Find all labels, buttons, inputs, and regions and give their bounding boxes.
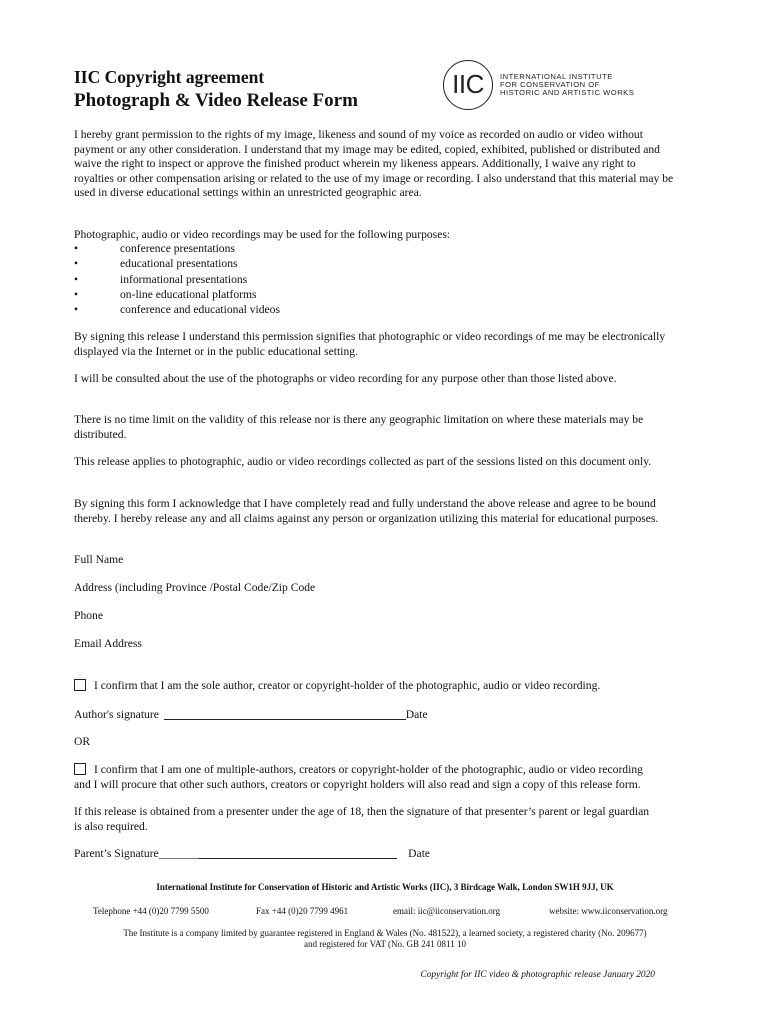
logo-name-line: FOR CONSERVATION OF [500, 80, 600, 90]
footer-org-line: International Institute for Conservation of Historic and Artistic Works (IIC), 3 Birdcage Walk, London SW1H 9JJ, UK [156, 882, 614, 892]
acknowledge-paragraph: By signing this form I acknowledge that I have completely read and fully understand the above release and agree to be bound thereby. I hereby release any and all claims against any person or organization utilizing this material for educational purposes. [74, 497, 659, 525]
footer-website-link[interactable]: website: www.iiconservation.org [549, 906, 668, 916]
bullet-icon: • [74, 272, 79, 286]
bullet-icon: • [74, 303, 79, 317]
author-signature-label: Author's signature [74, 708, 159, 721]
or-label: OR [74, 735, 91, 748]
parent-signature-line[interactable] [199, 846, 397, 859]
parent-signature-underscores: _______ [158, 847, 200, 860]
footer-legal-line-1: The Institute is a company limited by guarantee registered in England & Wales (No. 481522), a learned society, a registered charity (No. 209677) [123, 928, 647, 938]
sole-author-row [74, 678, 714, 693]
logo-name-line: INTERNATIONAL INSTITUTE [500, 72, 613, 81]
title-line-1: IIC Copyright agreement [74, 67, 265, 87]
logo-name-line: HISTORIC AND ARTISTIC WORKS [500, 88, 635, 98]
page-title [74, 66, 358, 114]
parent-date-label: Date [408, 847, 431, 860]
time-limit-paragraph: There is no time limit on the validity of this release nor is there any geographic limitation on where these materials may be distributed. [74, 413, 644, 441]
address-field[interactable]: Address (including Province /Postal Code/Zip Code [74, 581, 316, 594]
multiple-authors-row [74, 762, 714, 792]
sole-author-label: I confirm that I am the sole author, creator or copyright-holder of the photographic, audio or video recording. [94, 679, 601, 692]
iic-logo [443, 60, 663, 112]
parent-signature-row [74, 846, 430, 861]
bullet-icon: • [74, 242, 79, 255]
author-signature-line[interactable] [164, 707, 406, 720]
author-signature-row [74, 707, 428, 722]
bullet-icon: • [74, 287, 79, 301]
phone-field[interactable]: Phone [74, 609, 103, 622]
purposes-list [74, 241, 280, 317]
purpose-label: educational presentations [120, 257, 238, 271]
copyright-note: Copyright for IIC video & photographic release January 2020 [420, 970, 655, 980]
logo-mark: IIC [452, 69, 484, 99]
title-line-2: Photograph & Video Release Form [74, 90, 358, 111]
list-item [74, 256, 280, 271]
author-date-label: Date [405, 708, 428, 721]
purpose-label: informational presentations [120, 272, 248, 286]
footer-telephone: Telephone +44 (0)20 7799 5500 [93, 906, 209, 916]
multiple-authors-label-line2: and I will procure that other such authors, creators or copyright holders will also read and sign a copy of this release form. [74, 778, 641, 791]
parent-signature-label: Parent’s Signature [74, 847, 159, 860]
logo-name [500, 73, 634, 98]
bullet-icon: • [74, 257, 79, 271]
minor-note: If this release is obtained from a presenter under the age of 18, then the signature of that presenter’s parent or legal guardian is also required. [74, 805, 650, 833]
multiple-authors-checkbox[interactable] [74, 763, 86, 775]
full-name-field[interactable]: Full Name [74, 553, 124, 566]
list-item [74, 241, 280, 256]
footer-legal-line-2: and registered for VAT (No. GB 241 0811 10 [304, 939, 466, 949]
purpose-label: on-line educational platforms [120, 287, 257, 301]
list-item [74, 302, 280, 317]
footer-fax: Fax +44 (0)20 7799 4961 [256, 906, 349, 916]
purpose-label: conference presentations [120, 242, 235, 255]
list-item [74, 272, 280, 287]
purpose-label: conference and educational videos [120, 303, 280, 317]
grant-paragraph: I hereby grant permission to the rights of my image, likeness and sound of my voice as recorded on audio or video without payment or any other consideration. I understand that my image may be edited, copied, exhibited, published or distributed and waive the right to inspect or approve the finished product wherein my likeness appears. Additionally, I waive any right to royalties or other compensation arising or related to the use of my image or recording. I also understand that this material may be used in diverse educational settings within an unrestricted geographic area. [74, 128, 674, 200]
email-field[interactable]: Email Address [74, 637, 142, 650]
display-paragraph: By signing this release I understand this permission signifies that photographic or video recordings of me may be electronically displayed via the Internet or in the public educational setting. [74, 330, 666, 358]
consultation-paragraph: I will be consulted about the use of the photographs or video recording for any purpose other than those listed above. [74, 372, 617, 385]
purposes-intro: Photographic, audio or video recordings may be used for the following purposes: [74, 228, 451, 241]
list-item [74, 287, 280, 302]
footer-email-link[interactable]: email: iic@iiconservation.org [393, 906, 501, 916]
multiple-authors-label-line1: I confirm that I am one of multiple-authors, creators or copyright-holder of the photographic, audio or video recording [94, 763, 643, 776]
sole-author-checkbox[interactable] [74, 679, 86, 691]
scope-paragraph: This release applies to photographic, audio or video recordings collected as part of the sessions listed on this document only. [74, 455, 652, 468]
